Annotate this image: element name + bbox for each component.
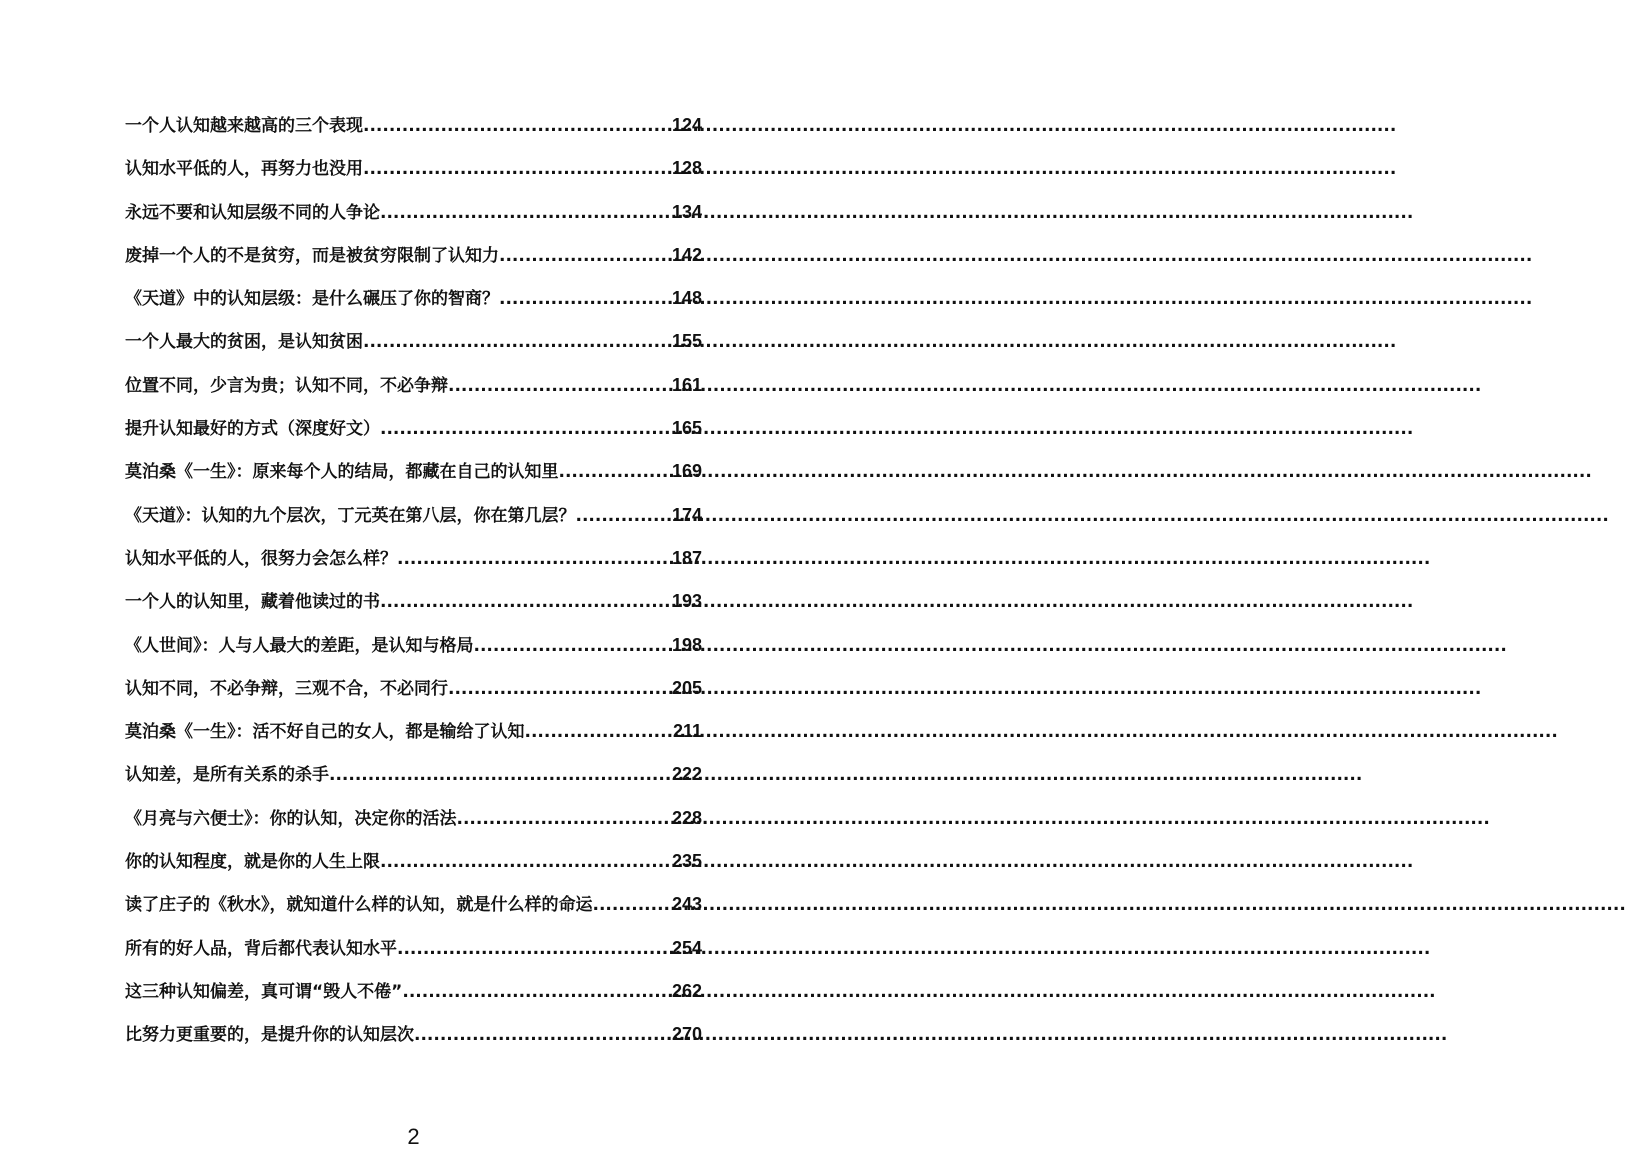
toc-entry[interactable] [125, 580, 702, 623]
toc-entry-title: 莫泊桑《一生》：原来每个人的结局，都藏在自己的认知里 [125, 462, 559, 483]
toc-entry-page-number: 148 [671, 288, 702, 309]
toc-entry-page-number: 235 [671, 851, 702, 872]
toc-entry-title: 认知水平低的人，很努力会怎么样？ [125, 548, 397, 569]
toc-dot-leader [397, 538, 672, 581]
toc-entry-title: 认知差，是所有关系的杀手 [125, 765, 329, 786]
toc-dot-leader [402, 971, 672, 1014]
toc-entry-page-number: 222 [671, 764, 702, 785]
toc-entry-title: 《月亮与六便士》：你的认知，决定你的活法 [125, 808, 457, 829]
toc-dot-leader [380, 581, 672, 624]
toc-entry[interactable] [125, 753, 702, 796]
toc-entry-title: 废掉一个人的不是贫穷，而是被贫穷限制了认知力 [125, 245, 499, 266]
toc-entry-page-number: 205 [671, 677, 702, 698]
toc-dot-leader [593, 884, 672, 927]
toc-dot-leader [457, 798, 672, 841]
toc-entry-page-number: 134 [671, 201, 702, 222]
toc-entry[interactable] [125, 970, 702, 1013]
toc-dot-leader [474, 625, 672, 668]
toc-entry-page-number: 262 [671, 980, 702, 1001]
toc-entry[interactable] [125, 624, 702, 667]
toc-entry-page-number: 254 [671, 937, 702, 958]
toc-entry[interactable] [125, 450, 702, 493]
page-number: 2 [407, 1124, 420, 1149]
toc-dot-leader [559, 451, 672, 494]
toc-entry-page-number: 169 [671, 461, 702, 482]
toc-entry[interactable] [125, 710, 702, 753]
toc-entry-title: 你的认知程度，就是你的人生上限 [125, 852, 380, 873]
toc-dot-leader [414, 1014, 672, 1057]
toc-entry-title: 一个人的认知里，藏着他读过的书 [125, 592, 380, 613]
toc-entry-title: 莫泊桑《一生》：活不好自己的女人，都是输给了认知 [125, 722, 525, 743]
toc-entry[interactable] [125, 494, 702, 537]
toc-entry-page-number: 193 [671, 591, 702, 612]
toc-entry[interactable] [125, 797, 702, 840]
toc-entry-page-number: 124 [671, 115, 702, 135]
toc-entry-title: 这三种认知偏差，真可谓“毁人不倦” [125, 981, 403, 1002]
toc-entry[interactable] [125, 234, 702, 277]
toc-entry[interactable] [125, 927, 702, 970]
toc-entry-title: 提升认知最好的方式（深度好文） [125, 419, 380, 440]
toc-entry-page-number: 142 [671, 244, 702, 265]
toc-dot-leader [329, 754, 672, 797]
toc-entry[interactable] [125, 320, 702, 363]
toc-entry-title: 一个人认知越来越高的三个表现 [125, 116, 363, 136]
toc-entry-page-number: 174 [671, 504, 702, 525]
toc-entry[interactable] [125, 537, 702, 580]
toc-entry-page-number: 198 [671, 634, 702, 655]
toc-entry[interactable] [125, 364, 702, 407]
toc-dot-leader [380, 192, 672, 235]
toc-entry[interactable] [125, 104, 702, 147]
toc-entry-page-number: 155 [671, 331, 702, 352]
toc-dot-leader [363, 105, 672, 148]
toc-dot-leader [499, 278, 672, 321]
toc-entry-title: 《天道》：认知的九个层次，丁元英在第八层，你在第几层？ [125, 505, 576, 526]
toc-entry-page-number: 187 [671, 547, 702, 568]
toc-entry-title: 永远不要和认知层级不同的人争论 [125, 202, 380, 223]
table-of-contents [125, 104, 702, 1057]
toc-dot-leader [363, 321, 672, 364]
toc-entry[interactable] [125, 1013, 702, 1056]
toc-entry-page-number: 165 [671, 418, 702, 439]
toc-dot-leader [380, 408, 672, 451]
toc-entry[interactable] [125, 667, 702, 710]
toc-entry-title: 认知水平低的人，再努力也没用 [125, 159, 363, 180]
toc-entry-title: 《天道》中的认知层级：是什么碾压了你的智商？ [125, 289, 499, 310]
toc-entry-title: 比努力更重要的，是提升你的认知层次 [125, 1025, 414, 1046]
toc-entry[interactable] [125, 840, 702, 883]
toc-entry[interactable] [125, 407, 702, 450]
toc-entry-title: 一个人最大的贫困，是认知贫困 [125, 332, 363, 353]
toc-entry-page-number: 228 [671, 807, 702, 828]
toc-entry[interactable] [125, 883, 702, 926]
toc-entry[interactable] [125, 191, 702, 234]
toc-dot-leader [525, 711, 673, 754]
toc-entry-page-number: 243 [671, 894, 702, 915]
toc-entry-page-number: 211 [672, 721, 702, 742]
toc-entry-title: 位置不同，少言为贵；认知不同，不必争辩 [125, 375, 448, 396]
toc-dot-leader [448, 365, 672, 408]
toc-entry-page-number: 270 [671, 1024, 702, 1045]
toc-dot-leader [576, 495, 672, 538]
toc-entry-page-number: 128 [671, 158, 702, 179]
toc-dot-leader [397, 928, 672, 971]
toc-dot-leader [448, 668, 672, 711]
toc-entry-title: 《人世间》：人与人最大的差距，是认知与格局 [125, 635, 474, 656]
toc-dot-leader [363, 148, 672, 191]
toc-entry-title: 读了庄子的《秋水》，就知道什么样的认知，就是什么样的命运 [125, 895, 593, 916]
toc-entry-title: 所有的好人品，背后都代表认知水平 [125, 938, 397, 959]
toc-entry[interactable] [125, 147, 702, 190]
toc-dot-leader [380, 841, 672, 884]
toc-entry-page-number: 161 [671, 374, 702, 395]
toc-dot-leader [499, 235, 672, 278]
toc-entry-title: 认知不同，不必争辩，三观不合，不必同行 [125, 678, 448, 699]
toc-entry[interactable] [125, 277, 702, 320]
